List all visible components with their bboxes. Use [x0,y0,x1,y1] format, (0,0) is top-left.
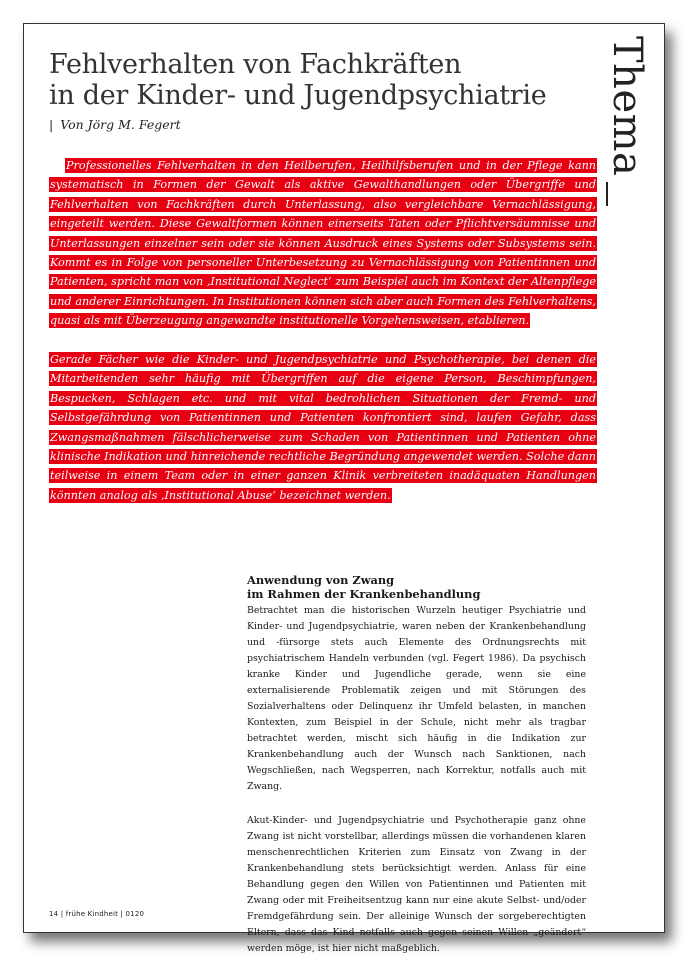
intro-paragraph-2-text: Gerade Fächer wie die Kinder- und Jugendpsychiatrie und Psychotherapie, bei denen die Mitarbeitenden sehr häufig mit Übergriffen auf die eigene Person, Beschimpfungen, Bespucken, Schlagen etc. und mit vital bedrohlichen Situationen der Fremd- und Selbstgefährdung von Patientinnen und Patienten konfrontiert sind, laufen Gefahr, dass Zwangsmaßnahmen fälschlicherweise zum Schaden von Patientinnen und Patienten ohne klinische Indikation und hinreichende rechtliche Begründung angewendet werden. Solche dann teilweise in einem Team oder in einer ganzen Klinik verbreiteten inadäquaten Handlungen könnten analog als ‚Institutional Abuse‘ bezeichnet werden. [50,353,596,502]
section-label-bar [606,182,608,206]
author-byline [49,117,181,132]
title-line-2: in der Kinder- und Jugendpsychiatrie [49,80,547,111]
page-footer: 14 | frühe Kindheit | 0120 [49,910,145,918]
intro-paragraph-1 [49,156,597,331]
article-heading [247,573,586,601]
intro-paragraph-1-text: Professionelles Fehlverhalten in den Heilberufen, Heilhilfsberufen und in der Pflege kann systematisch in Formen der Gewalt als aktive Gewalthandlungen oder Übergriffe und Fehlverhalten von Fachkräften durch Unterlassung, also vergleichbare Vernachlässigung, eingeteilt werden. Diese Gewaltformen können einerseits Taten oder Pflichtversäumnisse und Unterlassungen einzelner sein oder sie können Ausdruck eines Systems oder Subsystems sein. Kommt es in Folge von personeller Unterbesetzung zu Vernachlässigung von Patientinnen und Patienten, spricht man von ‚Institutional Neglect‘ zum Beispiel auch im Kontext der Altenpflege und anderer Einrichtungen. In Institutionen können sich aber auch Formen des Fehlverhaltens, quasi als mit Überzeugung angewandte institutionelle Vorgehensweisen, etablieren. [50,159,596,328]
section-label-text: Thema [604,36,650,177]
article-paragraph-2: Akut-Kinder- und Jugendpsychiatrie und Psychotherapie ganz ohne Zwang ist nicht vorstellbar, allerdings müssen die vorhandenen klaren menschenrechtlichen Kriterien zum Einsatz von Zwang in der Krankenbehandlung stets berücksichtigt werden. Anlass für eine Behandlung gegen den Willen von Patientinnen und Patienten mit Zwang oder mit Freiheitsentzug kann nur eine akute Selbst- und/oder Fremdgefährdung sein. Der alleinige Wunsch der sorgeberechtigten Eltern, dass das Kind notfalls auch gegen seinen Willen „geändert“ werden möge, ist hier nicht maßgeblich. [247,815,586,954]
intro-paragraph-2 [49,350,597,505]
article-heading-line-1: Anwendung von Zwang [247,573,395,587]
magazine-page [23,23,665,954]
section-label [602,36,652,206]
article-section [247,573,586,975]
article-paragraph-1: Betrachtet man die historischen Wurzeln heutiger Psychiatrie und Kinder- und Jugendpsychiatrie, waren neben der Krankenbehandlung und -fürsorge stets auch Elemente des Ordnungsrechts mit psychiatrischem Handeln verbunden (vgl. Fegert 1986). Da psychisch kranke Kinder und Jugendliche gerade, wenn sie eine externalisierende Problematik zeigen und mit Störungen des Sozialverhaltens oder Delinquenz ihr Umfeld belasten, in manchen Kontexten, zum Beispiel in der Schule, nicht mehr als tragbar betrachtet werden, mischt sich häufig in die Indikation zur Krankenbehandlung auch der Wunsch nach Sanktionen, nach Wegschließen, nach Wegsperren, nach Korrektur, notfalls auch mit Zwang. [247,605,586,792]
author-name: Von Jörg M. Fegert [60,117,181,132]
intro-block [49,156,597,525]
title-line-1: Fehlverhalten von Fachkräften [49,49,462,80]
page-title [49,49,609,111]
article-heading-line-2: im Rahmen der Krankenbehandlung [247,587,481,601]
author-separator: | [49,117,54,132]
